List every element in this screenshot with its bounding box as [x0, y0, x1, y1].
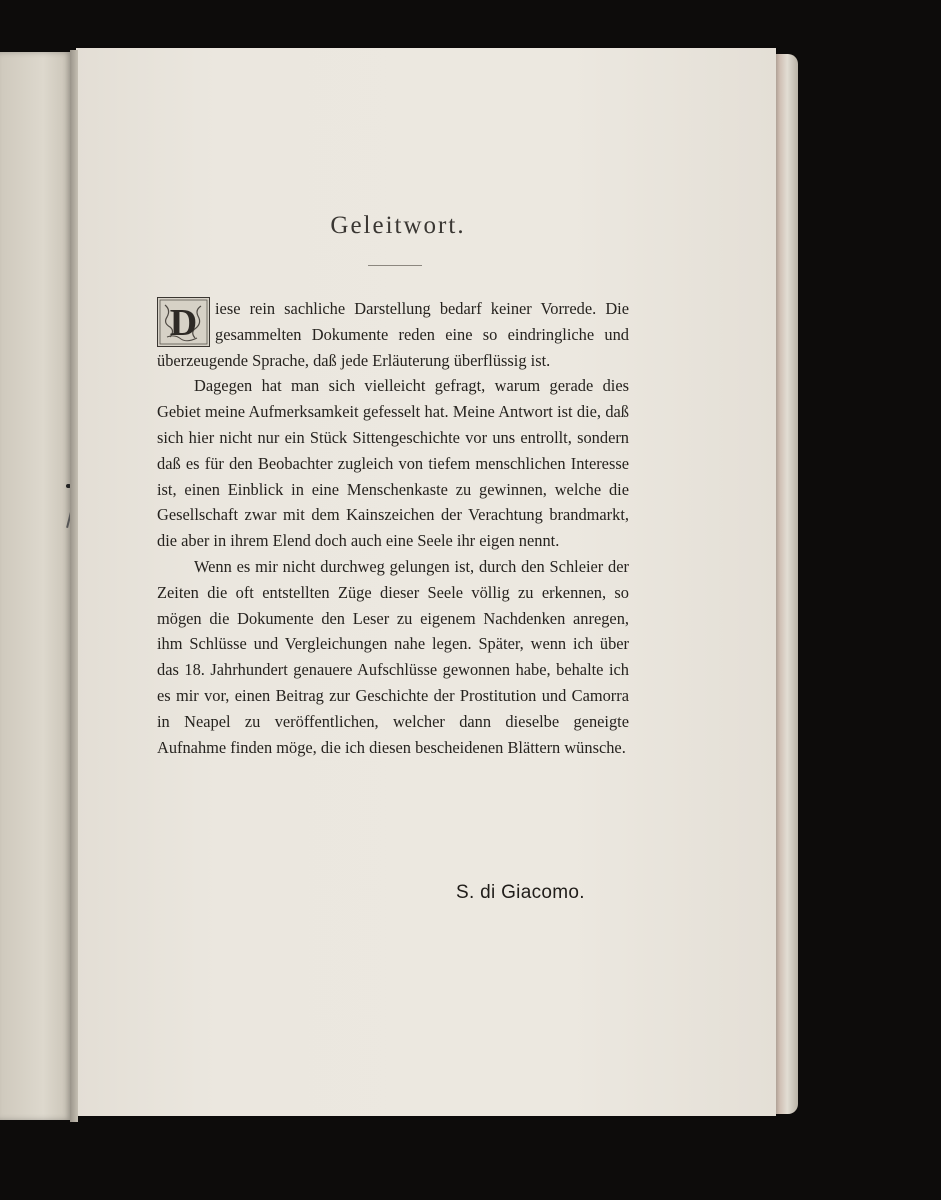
title-divider — [368, 265, 422, 266]
ornamental-initial-icon — [157, 297, 210, 347]
book-gutter — [70, 50, 78, 1122]
paragraph-3: Wenn es mir nicht durchweg gelungen ist, durch den Schleier der Zeiten die oft entstellten Züge dieser Seele völlig zu erkennen, so mögen die Dokumente den Leser zu eigenem Nachdenken anregen, ihm Schlüsse und Vergleichungen nahe legen. Später, wenn ich über das 18. Jahrhundert genauere Aufschlüsse gewonnen habe, behalte ich es mir vor, einen Beitrag zur Geschichte der Prostitution und Camorra in Neapel zu veröffentlichen, welcher dann dieselbe geneigte Aufnahme finden möge, die ich diesen bescheidenen Blättern wünsche. — [157, 556, 629, 757]
svg-text:D: D — [169, 302, 198, 344]
paragraph-1 — [157, 296, 629, 373]
author-signature: S. di Giacomo. — [456, 882, 585, 903]
page-title: Geleitwort. — [330, 212, 466, 239]
paragraph-1-text: iese rein sachliche Darstellung bedarf keiner Vorrede. Die gesammelten Dokumente reden eine so eindringliche und überzeugende Sprache, daß jede Erläuterung überflüssig ist. — [157, 299, 629, 370]
preface-body — [157, 296, 629, 760]
paragraph-2: Dagegen hat man sich vielleicht gefragt, warum gerade dies Gebiet meine Aufmerksamkeit gefesselt hat. Meine Antwort ist die, daß sich hier nicht nur ein Stück Sittengeschichte vor uns entrollt, sondern daß es für den Beobachter zugleich von tiefem menschlichen Interesse ist, einen Einblick in eine Menschenkaste zu gewinnen, welche die Gesellschaft zwar mit dem Kainszeichen der Verachtung brandmarkt, die aber in ihrem Elend doch auch eine Seele ihr eigen nennt. — [157, 376, 629, 551]
